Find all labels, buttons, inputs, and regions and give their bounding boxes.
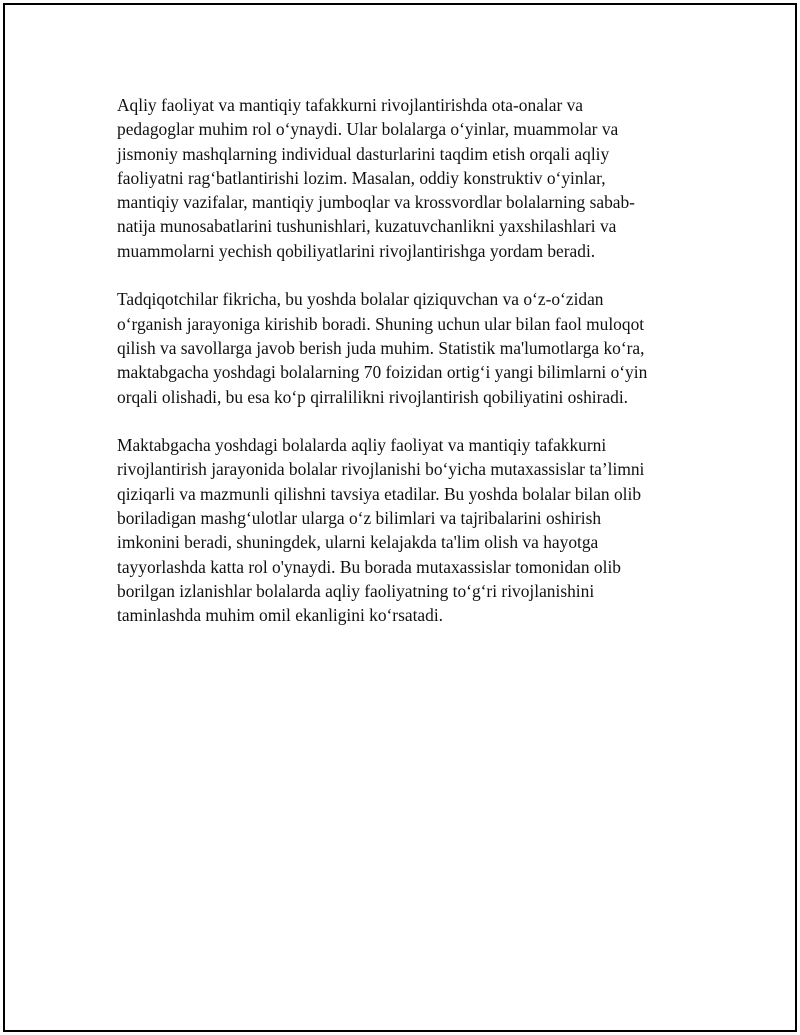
text-line: Aqliy faoliyat va mantiqiy tafakkurni rivojlantirishda ota-onalar va bbox=[117, 95, 584, 115]
text-line: jismoniy mashqlarning individual dasturlarini taqdim etish orqali aqliy bbox=[117, 143, 610, 164]
text-line: Tadqiqotchilar fikricha, bu yoshda bolalar qiziquvchan va o‘z-o‘zidan bbox=[117, 289, 604, 310]
paragraph-3 bbox=[117, 433, 667, 627]
text-line: boriladigan mashg‘ulotlar ularga o‘z bilimlari va tajribalarini oshirish bbox=[117, 508, 602, 529]
document-body bbox=[117, 93, 667, 652]
paragraph-2 bbox=[117, 287, 667, 408]
text-line: mantiqiy vazifalar, mantiqiy jumboqlar va krossvordlar bolalarning sabab- bbox=[117, 192, 635, 213]
text-line: qilish va savollarga javob berish juda muhim. Statistik ma'lumotlarga ko‘ra, bbox=[117, 337, 645, 358]
text-line: qiziqarli va mazmunli qilishni tavsiya etadilar. Bu yoshda bolalar bilan olib bbox=[117, 483, 642, 504]
text-line: pedagoglar muhim rol o‘ynaydi. Ular bolalarga o‘yinlar, muammolar va bbox=[117, 119, 619, 140]
text-line: muammolarni yechish qobiliyatlarini rivojlantirishga yordam beradi. bbox=[117, 240, 596, 261]
text-line: maktabgacha yoshdagi bolalarning 70 foizidan ortig‘i yangi bilimlarni o‘yin bbox=[117, 362, 648, 383]
text-line: borilgan izlanishlar bolalarda aqliy faoliyatning to‘g‘ri rivojlanishini bbox=[117, 580, 595, 601]
text-line: natija munosabatlarini tushunishlari, kuzatuvchanlikni yaxshilashlari va bbox=[117, 216, 617, 237]
text-line: rivojlantirish jarayonida bolalar rivojlanishi bo‘yicha mutaxassislar ta’limni bbox=[117, 459, 645, 480]
text-line: tayyorlashda katta rol o'ynaydi. Bu borada mutaxassislar tomonidan olib bbox=[117, 556, 621, 577]
text-line: Maktabgacha yoshdagi bolalarda aqliy faoliyat va mantiqiy tafakkurni bbox=[117, 435, 607, 456]
text-line: imkonini beradi, shuningdek, ularni kelajakda ta'lim olish va hayotga bbox=[117, 532, 599, 553]
text-line: taminlashda muhim omil ekanligini ko‘rsatadi. bbox=[117, 605, 444, 626]
text-line: orqali olishadi, bu esa ko‘p qirralilikni rivojlantirish qobiliyatini oshiradi. bbox=[117, 386, 629, 407]
paragraph-1 bbox=[117, 93, 667, 263]
text-line: faoliyatni rag‘batlantirishi lozim. Masalan, oddiy konstruktiv o‘yinlar, bbox=[117, 167, 606, 188]
text-line: o‘rganish jarayoniga kirishib boradi. Shuning uchun ular bilan faol muloqot bbox=[117, 313, 645, 334]
